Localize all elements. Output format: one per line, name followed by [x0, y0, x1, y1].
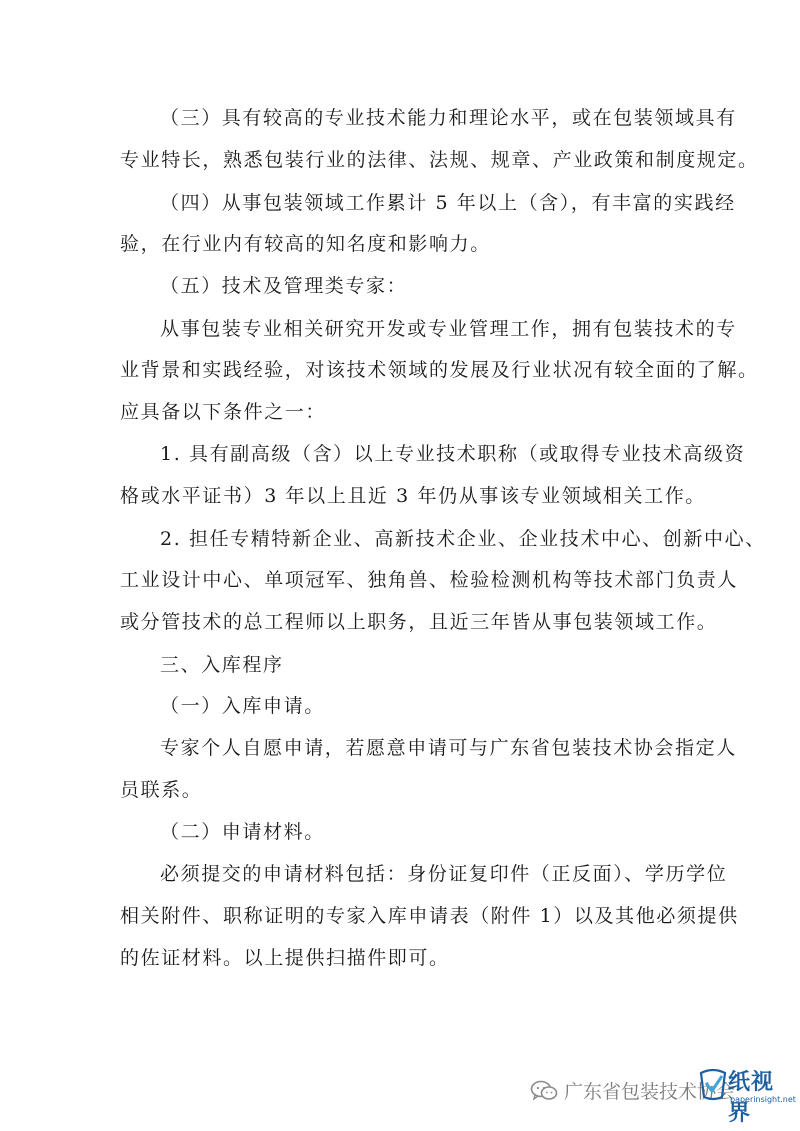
paragraph-line: （五）技术及管理类专家：	[160, 275, 408, 297]
paragraph-line: 的佐证材料。以上提供扫描件即可。	[120, 947, 450, 969]
paragraph-line: 工业设计中心、单项冠军、独角兽、检验检测机构等技术部门负责人	[120, 569, 739, 591]
source-account-name: 广东省包装技术协会	[564, 1081, 736, 1103]
paragraph-line: 或分管技术的总工程师以上职务，且近三年皆从事包装领域工作。	[120, 611, 718, 633]
paragraph-line: 专业特长，熟悉包装行业的法律、法规、规章、产业政策和制度规定。	[120, 149, 759, 171]
subsection-heading: （二）申请材料。	[160, 821, 325, 843]
wechat-icon	[530, 1080, 558, 1102]
paragraph-line: 1. 具有副高级（含）以上专业技术职称（或取得专业技术高级资	[160, 443, 746, 465]
section-heading: 三、入库程序	[160, 654, 284, 676]
brand-url: paperinsight.net	[730, 1095, 796, 1104]
paragraph-line: 业背景和实践经验，对该技术领域的发展及行业状况有较全面的了解。	[120, 359, 759, 381]
paragraph-line: 相关附件、职称证明的专家入库申请表（附件 1）以及其他必须提供	[120, 905, 739, 927]
paragraph-line: 专家个人自愿申请，若愿意申请可与广东省包装技术协会指定人	[160, 737, 737, 759]
paragraph-line: 应具备以下条件之一：	[120, 401, 327, 423]
brand-name: 纸视界	[728, 1069, 775, 1126]
paragraph-line: 格或水平证书）3 年以上且近 3 年仍从事该专业领域相关工作。	[120, 485, 706, 507]
paragraph-line: 从事包装专业相关研究开发或专业管理工作，拥有包装技术的专	[160, 318, 737, 340]
brand-mark-icon	[698, 1067, 728, 1101]
watermark	[530, 1059, 796, 1126]
paragraph-line: 员联系。	[120, 779, 203, 801]
paragraph-line: 2. 担任专精特新企业、高新技术企业、企业技术中心、创新中心、	[160, 528, 766, 550]
subsection-heading: （一）入库申请。	[160, 695, 325, 717]
brand-logo	[698, 1059, 796, 1126]
paragraph-line: （四）从事包装领域工作累计 5 年以上（含），有丰富的实践经	[160, 192, 736, 214]
paragraph-line: 必须提交的申请材料包括：身份证复印件（正反面）、学历学位	[160, 863, 728, 885]
paragraph-line: 验，在行业内有较高的知名度和影响力。	[120, 233, 491, 255]
paragraph-line: （三）具有较高的专业技术能力和理论水平，或在包装领域具有	[160, 107, 737, 129]
